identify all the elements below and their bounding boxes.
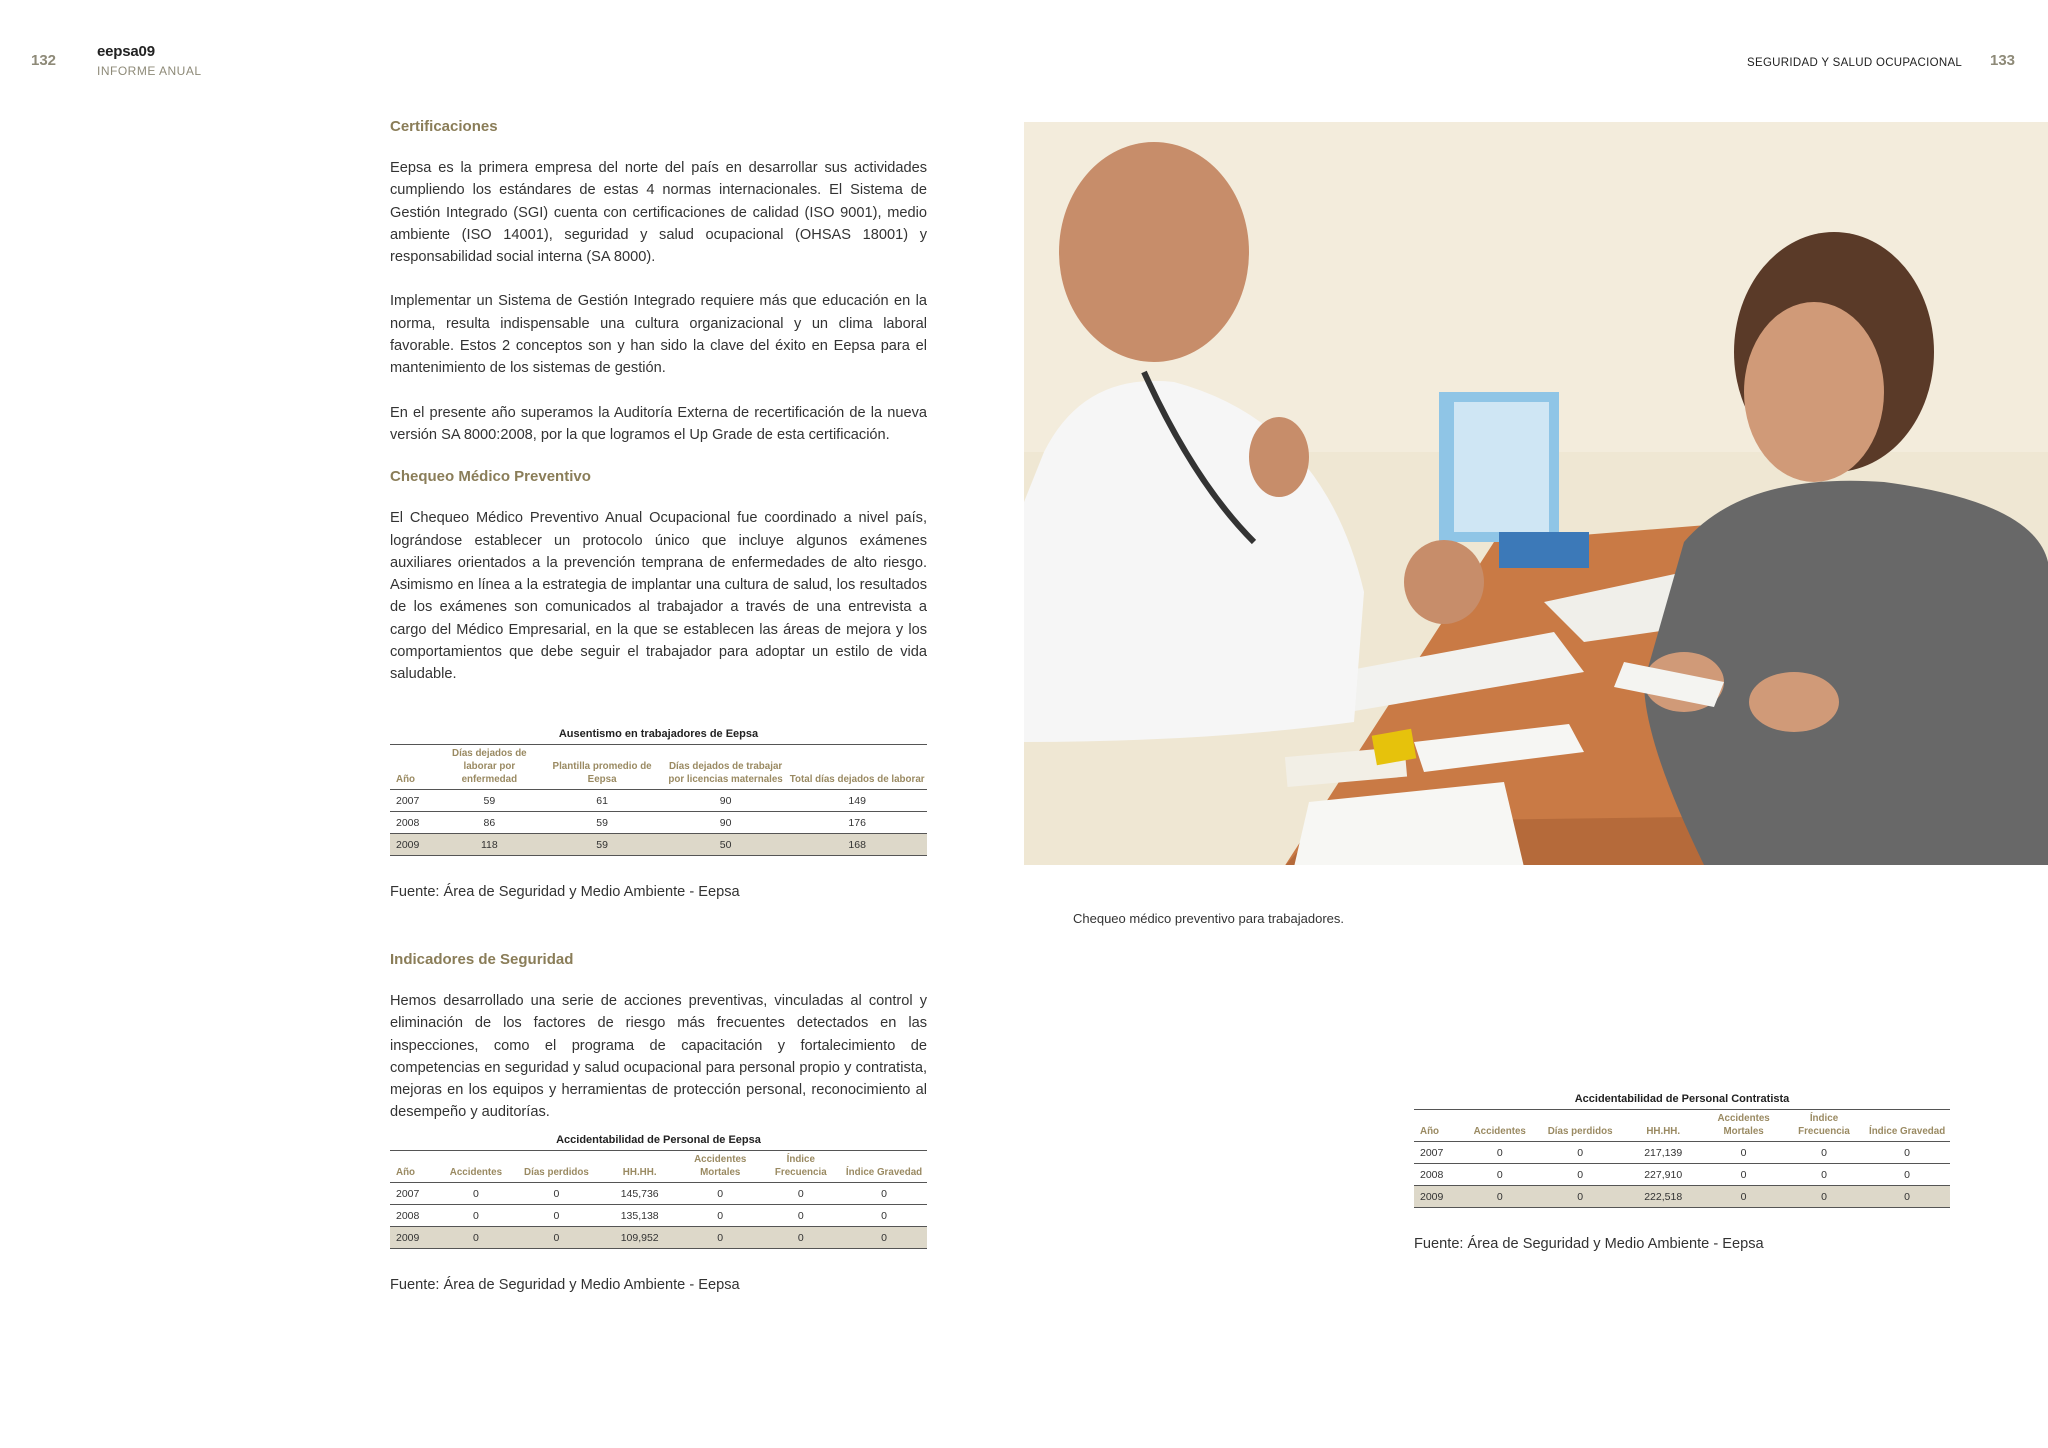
doctor-patient-photo [1024, 122, 2048, 865]
left-column [390, 118, 927, 686]
section-title: SEGURIDAD Y SALUD OCUPACIONAL [1747, 57, 1963, 69]
table-cell: 0 [438, 1183, 513, 1205]
photo-illustration [1024, 122, 2048, 865]
table-cell: 50 [664, 834, 788, 856]
paragraph: Hemos desarrollado una serie de acciones preventivas, vinculadas al control y eliminación de los factores de riesgo más frecuentes detectados en las inspecciones, como el programa de capacitación y fortalecimiento de competencias en seguridad y salud ocupacional para personal propio y contratista, mejoras en los equipos y herramientas de protección personal, reconocimiento al desempeño y auditorías. [390, 993, 927, 1121]
table-cell: 0 [1462, 1164, 1537, 1186]
table-source: Fuente: Área de Seguridad y Medio Ambiente - Eepsa [390, 884, 740, 900]
table-cell: 0 [1864, 1186, 1950, 1208]
table-cell: 227,910 [1623, 1164, 1703, 1186]
table-cell: 0 [1537, 1186, 1623, 1208]
table-title: Accidentabilidad de Personal de Eepsa [556, 1134, 761, 1146]
table-cell: 149 [787, 790, 927, 812]
table-cell: 2009 [390, 834, 438, 856]
data-table [390, 744, 927, 856]
column-header: HH.HH. [599, 1151, 680, 1183]
table-cell: 0 [514, 1205, 600, 1227]
accidentabilidad-contratista-table [1414, 1093, 1950, 1208]
heading-indicadores: Indicadores de Seguridad [390, 951, 574, 968]
column-header: Plantilla promedio de Eepsa [540, 745, 664, 790]
table-cell: 0 [680, 1227, 761, 1249]
table-cell: 0 [1537, 1142, 1623, 1164]
table-cell: 0 [1703, 1142, 1783, 1164]
table-cell: 118 [438, 834, 540, 856]
table-cell: 0 [514, 1227, 600, 1249]
table-cell: 2007 [390, 790, 438, 812]
heading-chequeo: Chequeo Médico Preventivo [390, 468, 591, 486]
right-page-number: 133 [1990, 52, 2016, 69]
table-title: Ausentismo en trabajadores de Eepsa [558, 728, 759, 740]
table-cell: 168 [787, 834, 927, 856]
table-cell: 59 [540, 834, 664, 856]
table-row [1414, 1164, 1950, 1186]
column-header: Año [390, 745, 438, 790]
table-cell: 109,952 [599, 1227, 680, 1249]
paragraph: El Chequeo Médico Preventivo Anual Ocupacional fue coordinado a nivel país, lográndose establecer un protocolo único que incluye algunos exámenes auxiliares orientados a la prevención temprana de enfermedades de alto riesgo. Asimismo en línea a la estrategia de implantar una cultura de salud, los resultados de los exámenes son comunicados al trabajador a través de una entrevista a cargo del Médico Empresarial, en la que se establecen las áreas de mejora y los comportamientos que debe seguir el trabajador para adoptar un estilo de vida saludable. [390, 510, 927, 683]
table-row [390, 790, 927, 812]
table-cell: 145,736 [599, 1183, 680, 1205]
table-cell: 0 [841, 1183, 927, 1205]
table-cell: 135,138 [599, 1205, 680, 1227]
column-header: Año [1414, 1110, 1462, 1142]
column-header: Índice Gravedad [1864, 1110, 1950, 1142]
table-cell: 0 [841, 1227, 927, 1249]
column-header: Accidentes [1462, 1110, 1537, 1142]
column-header: Total días dejados de laborar [787, 745, 927, 790]
table-cell: 2008 [390, 812, 438, 834]
paragraph: Eepsa es la primera empresa del norte del país en desarrollar sus actividades cumpliendo los estándares de estas 4 normas internacionales. El Sistema de Gestión Integrado (SGI) cuenta con certificaciones de calidad (ISO 9001), medio ambiente (ISO 14001), seguridad y salud ocupacional (OHSAS 18001) y responsabilidad social interna (SA 8000). [390, 160, 927, 266]
table-cell: 90 [664, 790, 788, 812]
brand-logo [97, 43, 155, 61]
brand-year: 09 [138, 43, 155, 60]
table-cell: 0 [761, 1205, 842, 1227]
table-cell: 217,139 [1623, 1142, 1703, 1164]
column-header: Accidentes Mortales [680, 1151, 761, 1183]
table-cell: 0 [1864, 1164, 1950, 1186]
ausentismo-table [390, 728, 927, 856]
brand-subtitle: INFORME ANUAL [97, 64, 202, 78]
table-row [1414, 1186, 1950, 1208]
table-source: Fuente: Área de Seguridad y Medio Ambiente - Eepsa [390, 1277, 740, 1293]
table-cell: 0 [1784, 1142, 1864, 1164]
column-header: HH.HH. [1623, 1110, 1703, 1142]
column-header: Índice Frecuencia [761, 1151, 842, 1183]
table-cell: 61 [540, 790, 664, 812]
brand-name: eepsa [97, 43, 139, 60]
table-cell: 90 [664, 812, 788, 834]
column-header: Índice Gravedad [841, 1151, 927, 1183]
heading-certificaciones: Certificaciones [390, 118, 498, 135]
photo-caption: Chequeo médico preventivo para trabajadores. [1073, 911, 1345, 926]
table-row [390, 1227, 927, 1249]
table-cell: 0 [438, 1205, 513, 1227]
column-header: Días perdidos [514, 1151, 600, 1183]
table-cell: 2009 [1414, 1186, 1462, 1208]
indicadores-section [390, 951, 927, 1124]
table-cell: 86 [438, 812, 540, 834]
data-table [390, 1150, 927, 1249]
table-cell: 2009 [390, 1227, 438, 1249]
table-cell: 0 [1703, 1186, 1783, 1208]
table-row [1414, 1142, 1950, 1164]
table-cell: 0 [438, 1227, 513, 1249]
table-cell: 2007 [390, 1183, 438, 1205]
table-cell: 0 [1703, 1164, 1783, 1186]
accidentabilidad-eepsa-table [390, 1134, 927, 1249]
table-cell: 222,518 [1623, 1186, 1703, 1208]
column-header: Accidentes Mortales [1703, 1110, 1783, 1142]
column-header: Índice Frecuencia [1784, 1110, 1864, 1142]
table-cell: 0 [1462, 1142, 1537, 1164]
table-row [390, 1205, 927, 1227]
table-cell: 0 [841, 1205, 927, 1227]
column-header: Días dejados de laborar por enfermedad [438, 745, 540, 790]
table-row [390, 834, 927, 856]
paragraph: En el presente año superamos la Auditoría Externa de recertificación de la nueva versión SA 8000:2008, por la que logramos el Up Grade de esta certificación. [390, 404, 927, 443]
paragraph: Implementar un Sistema de Gestión Integrado requiere más que educación en la norma, resulta indispensable una cultura organizacional y un clima laboral favorable. Estos 2 conceptos son y han sido la clave del éxito en Eepsa para el mantenimiento de los sistemas de gestión. [390, 293, 927, 377]
table-cell: 59 [438, 790, 540, 812]
table-cell: 0 [680, 1205, 761, 1227]
table-source: Fuente: Área de Seguridad y Medio Ambiente - Eepsa [1414, 1236, 1764, 1252]
column-header: Año [390, 1151, 438, 1183]
table-cell: 0 [680, 1183, 761, 1205]
table-row [390, 1183, 927, 1205]
column-header: Accidentes [438, 1151, 513, 1183]
table-cell: 0 [1784, 1186, 1864, 1208]
table-cell: 0 [1784, 1164, 1864, 1186]
table-cell: 0 [1864, 1142, 1950, 1164]
table-cell: 176 [787, 812, 927, 834]
data-table [1414, 1109, 1950, 1208]
column-header: Días perdidos [1537, 1110, 1623, 1142]
table-cell: 2008 [1414, 1164, 1462, 1186]
table-cell: 0 [1462, 1186, 1537, 1208]
table-cell: 0 [1537, 1164, 1623, 1186]
table-cell: 0 [761, 1183, 842, 1205]
left-page-number: 132 [31, 52, 57, 69]
table-cell: 0 [514, 1183, 600, 1205]
table-cell: 59 [540, 812, 664, 834]
table-cell: 2007 [1414, 1142, 1462, 1164]
column-header: Días dejados de trabajar por licencias maternales [664, 745, 788, 790]
table-title: Accidentabilidad de Personal Contratista [1574, 1093, 1790, 1105]
table-cell: 2008 [390, 1205, 438, 1227]
table-cell: 0 [761, 1227, 842, 1249]
table-row [390, 812, 927, 834]
